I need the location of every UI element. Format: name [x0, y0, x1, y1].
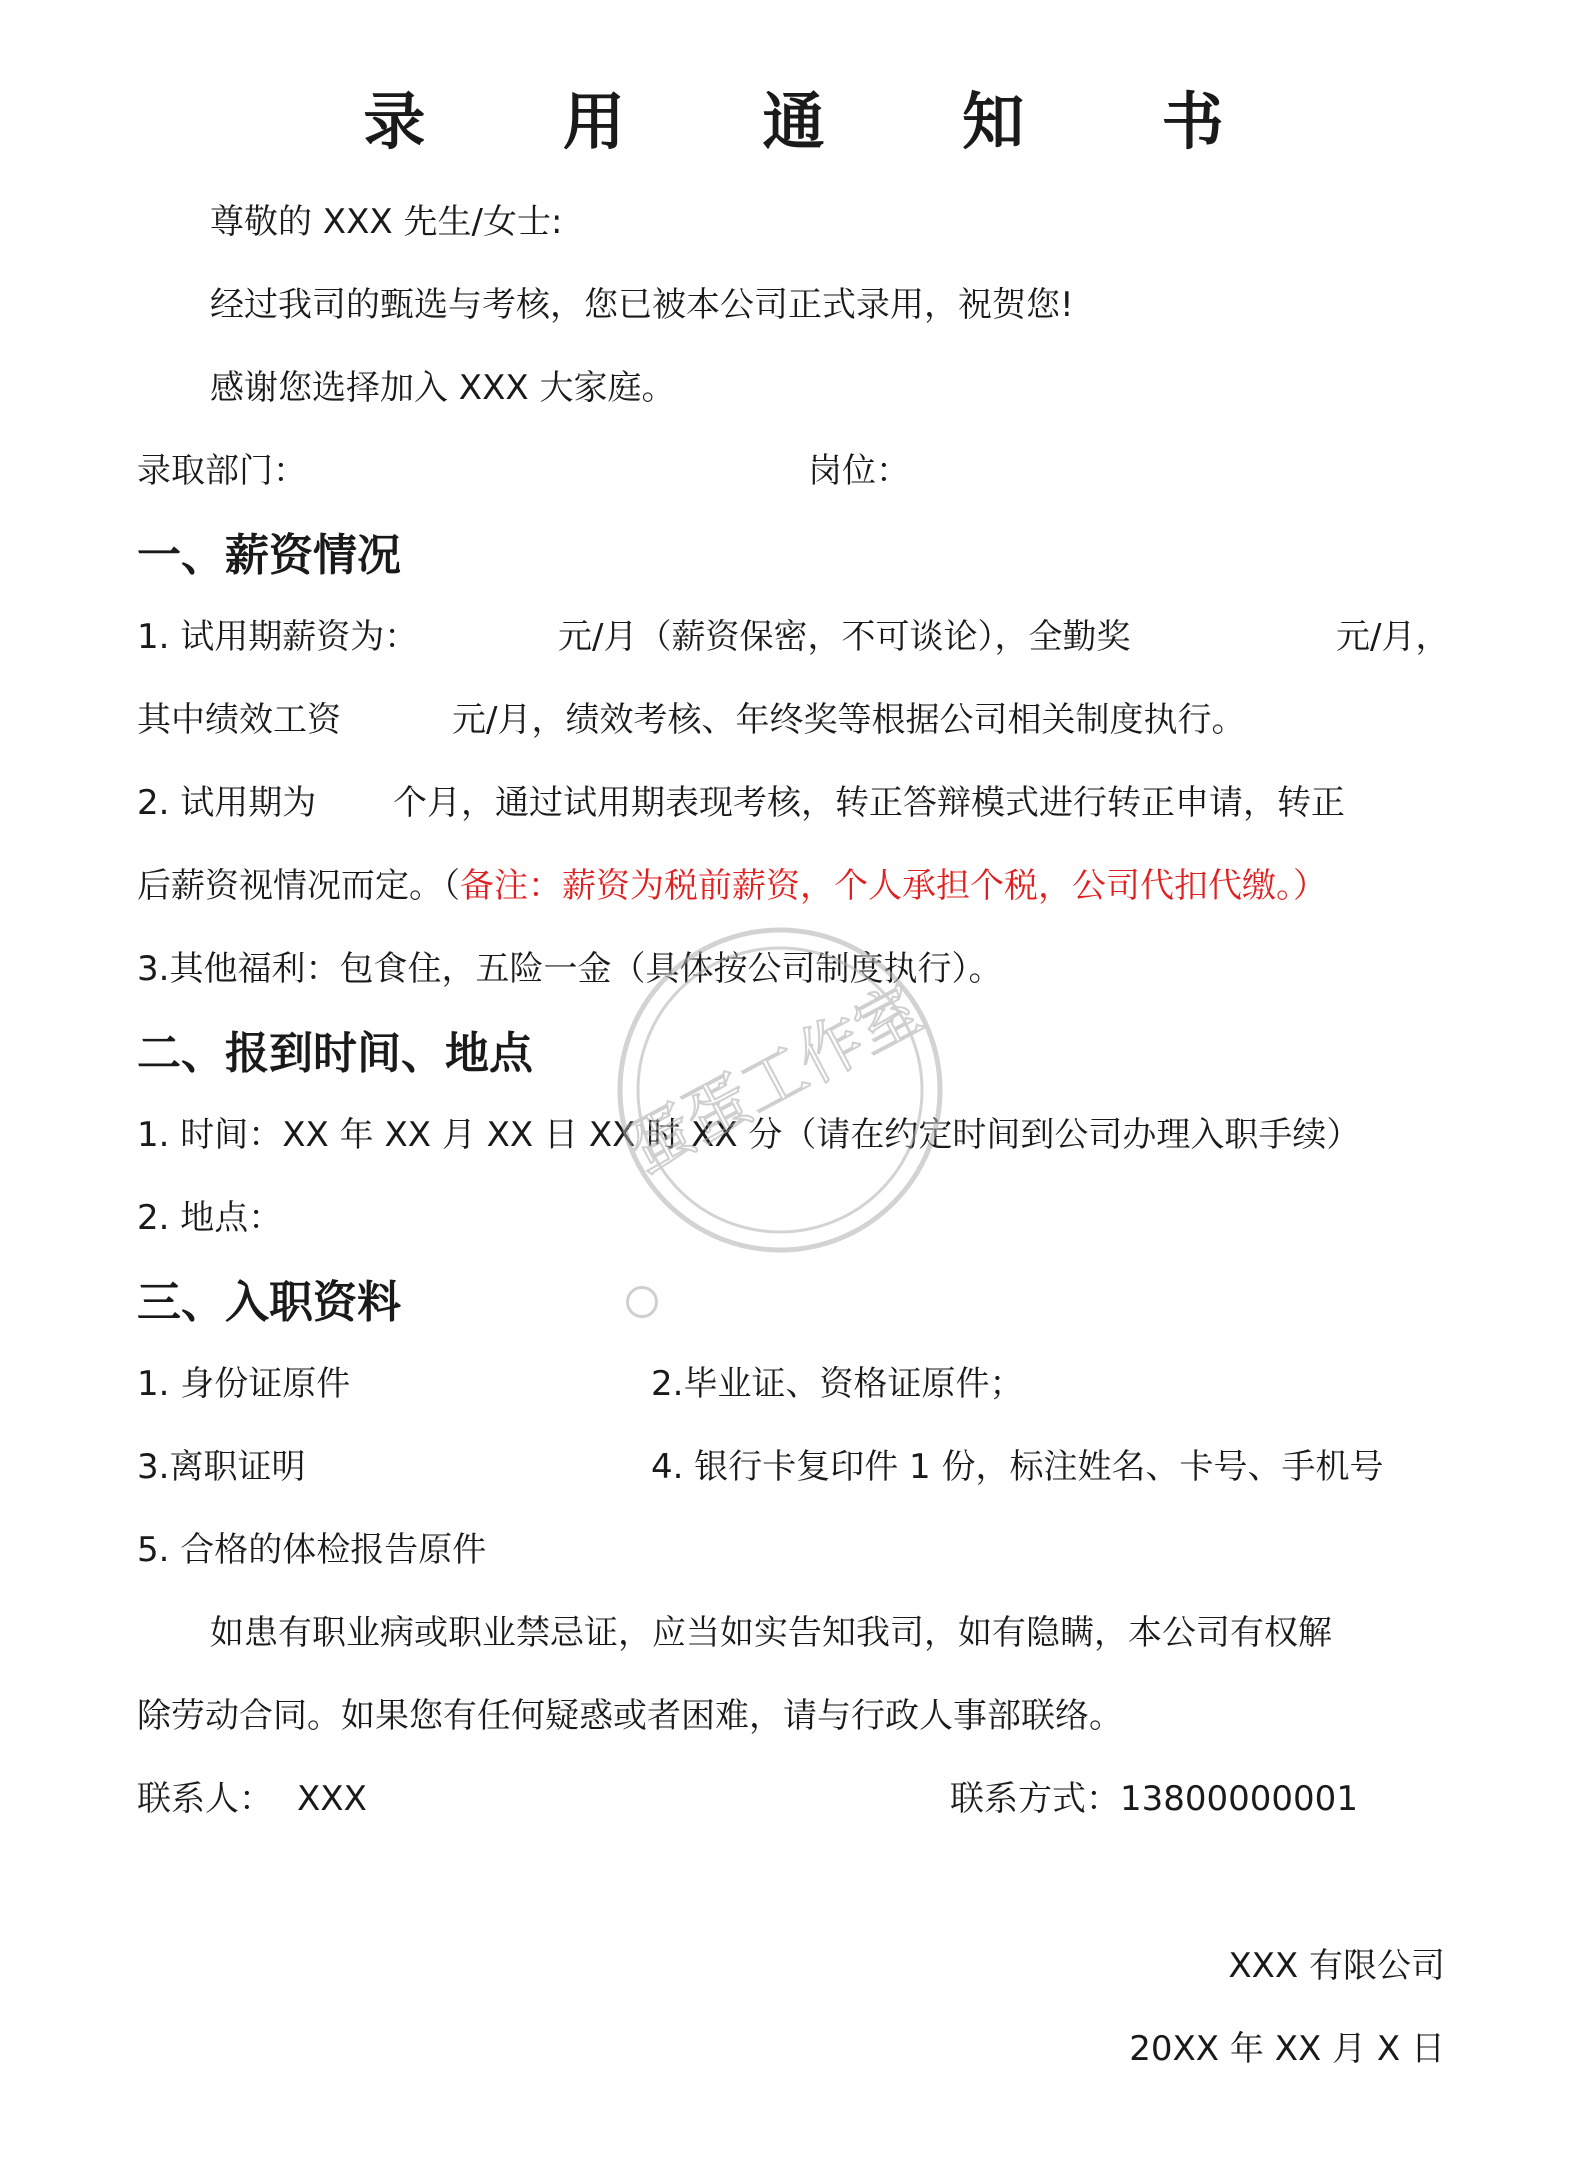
document-title: 录 用 通 知 书: [363, 85, 1282, 158]
notice-line-2: 除劳动合同。如果您有任何疑惑或者困难，请与行政人事部联络。: [137, 1696, 1123, 1736]
salary-item-3: 3.其他福利：包食住，五险一金（具体按公司制度执行）。: [137, 949, 1003, 989]
letter-date: 20XX 年 XX 月 X 日: [1129, 2029, 1445, 2069]
material-item-3: 3.离职证明: [137, 1447, 306, 1487]
material-item-1: 1. 身份证原件: [137, 1364, 351, 1404]
salary-item-2-continued: [137, 864, 1327, 908]
company-name: XXX 有限公司: [1228, 1946, 1445, 1986]
section-3-heading: 三、入职资料: [137, 1277, 401, 1328]
stamp-text: 蛋蛋工作室: [616, 972, 934, 1189]
salary-item-2-label: 2. 试用期为: [137, 783, 317, 823]
salary-note: 备注：薪资为税前薪资，个人承担个税，公司代扣代缴。）: [460, 866, 1327, 906]
contact-person: [137, 1777, 367, 1821]
salary-item-1-performance-body: 元/月，绩效考核、年终奖等根据公司相关制度执行。: [452, 700, 1246, 740]
contact-name: XXX: [297, 1779, 367, 1819]
watermark-stamp: [605, 915, 955, 1265]
salary-item-1-body: 元/月（薪资保密，不可谈论），全勤奖: [558, 617, 1131, 657]
contact-method-label: 联系方式：: [950, 1779, 1120, 1819]
contact-method: [950, 1777, 1358, 1821]
intro-line-2: 感谢您选择加入 XXX 大家庭。: [210, 368, 676, 408]
greeting: 尊敬的 XXX 先生/女士:: [210, 202, 563, 242]
material-item-4: 4. 银行卡复印件 1 份，标注姓名、卡号、手机号: [651, 1447, 1384, 1487]
material-item-2: 2.毕业证、资格证原件；: [651, 1364, 1024, 1404]
salary-item-2-text: 后薪资视情况而定。（: [137, 866, 460, 906]
contact-label: 联系人：: [137, 1779, 273, 1819]
intro-line-1: 经过我司的甄选与考核，您已被本公司正式录用，祝贺您!: [210, 285, 1074, 325]
department-label: 录取部门：: [137, 451, 307, 491]
salary-item-1-label: 1. 试用期薪资为：: [137, 617, 419, 657]
section-2-heading: 二、报到时间、地点: [137, 1028, 533, 1079]
salary-item-1-tail: 元/月，: [1336, 617, 1450, 657]
material-item-5: 5. 合格的体检报告原件: [137, 1530, 487, 1570]
report-location: 2. 地点：: [137, 1198, 283, 1238]
contact-phone: 13800000001: [1120, 1779, 1358, 1819]
section-1-heading: 一、薪资情况: [137, 530, 401, 581]
salary-item-2-body: 个月，通过试用期表现考核，转正答辩模式进行转正申请，转正: [393, 783, 1345, 823]
salary-item-1-performance-label: 其中绩效工资: [137, 700, 341, 740]
notice-line-1: 如患有职业病或职业禁忌证，应当如实告知我司，如有隐瞒，本公司有权解: [210, 1613, 1332, 1653]
report-time: 1. 时间：XX 年 XX 月 XX 日 XX 时 XX 分（请在约定时间到公司办理入职手续）: [137, 1115, 1361, 1155]
position-label: 岗位：: [808, 451, 910, 491]
circle-mark: [626, 1286, 658, 1318]
